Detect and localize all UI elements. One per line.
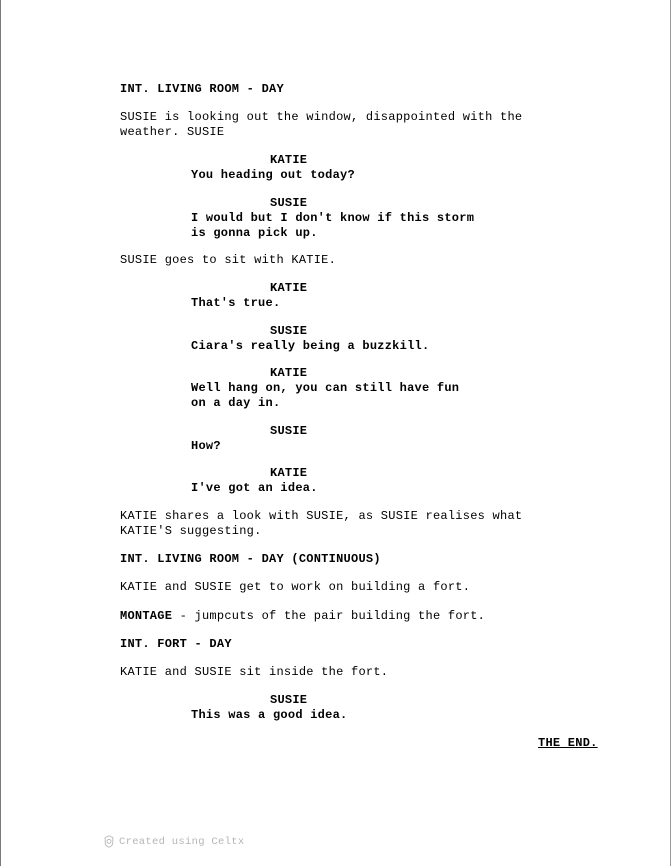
character-name: KATIE [270, 466, 308, 480]
character-name: KATIE [270, 281, 308, 295]
character-name: KATIE [270, 153, 308, 167]
scene-heading: INT. FORT - DAY [120, 637, 232, 651]
dialogue-line: I would but I don't know if this storm [191, 211, 475, 225]
the-end-label: THE END. [538, 736, 598, 750]
dialogue-line: is gonna pick up. [191, 226, 318, 240]
dialogue-line: That's true. [191, 296, 281, 310]
dialogue-line: How? [191, 439, 221, 453]
action-line: KATIE'S suggesting. [120, 524, 262, 538]
montage-line [120, 609, 485, 624]
action-line: SUSIE is looking out the window, disappointed with the [120, 110, 523, 124]
dialogue-line: Well hang on, you can still have fun [191, 381, 460, 395]
dialogue-line: Ciara's really being a buzzkill. [191, 339, 430, 353]
action-line: weather. SUSIE [120, 125, 225, 139]
montage-label: MONTAGE [120, 609, 173, 623]
dialogue-line: I've got an idea. [191, 481, 318, 495]
character-name: SUSIE [270, 424, 308, 438]
character-name: KATIE [270, 366, 308, 380]
scene-heading: INT. LIVING ROOM - DAY (CONTINUOUS) [120, 552, 381, 566]
action-line: SUSIE goes to sit with KATIE. [120, 253, 337, 267]
dialogue-line: This was a good idea. [191, 708, 348, 722]
created-with-footer [104, 835, 244, 848]
footer-text: Created using Celtx [119, 835, 245, 848]
character-name: SUSIE [270, 324, 308, 338]
montage-text: - jumpcuts of the pair building the fort. [172, 609, 486, 623]
scene-heading: INT. LIVING ROOM - DAY [120, 82, 284, 96]
action-line: KATIE and SUSIE sit inside the fort. [120, 665, 389, 679]
action-line: KATIE shares a look with SUSIE, as SUSIE realises what [120, 509, 523, 523]
celtx-logo-icon [104, 835, 114, 848]
dialogue-line: on a day in. [191, 396, 281, 410]
character-name: SUSIE [270, 693, 308, 707]
character-name: SUSIE [270, 196, 308, 210]
action-line: KATIE and SUSIE get to work on building a fort. [120, 580, 471, 594]
dialogue-line: You heading out today? [191, 168, 355, 182]
